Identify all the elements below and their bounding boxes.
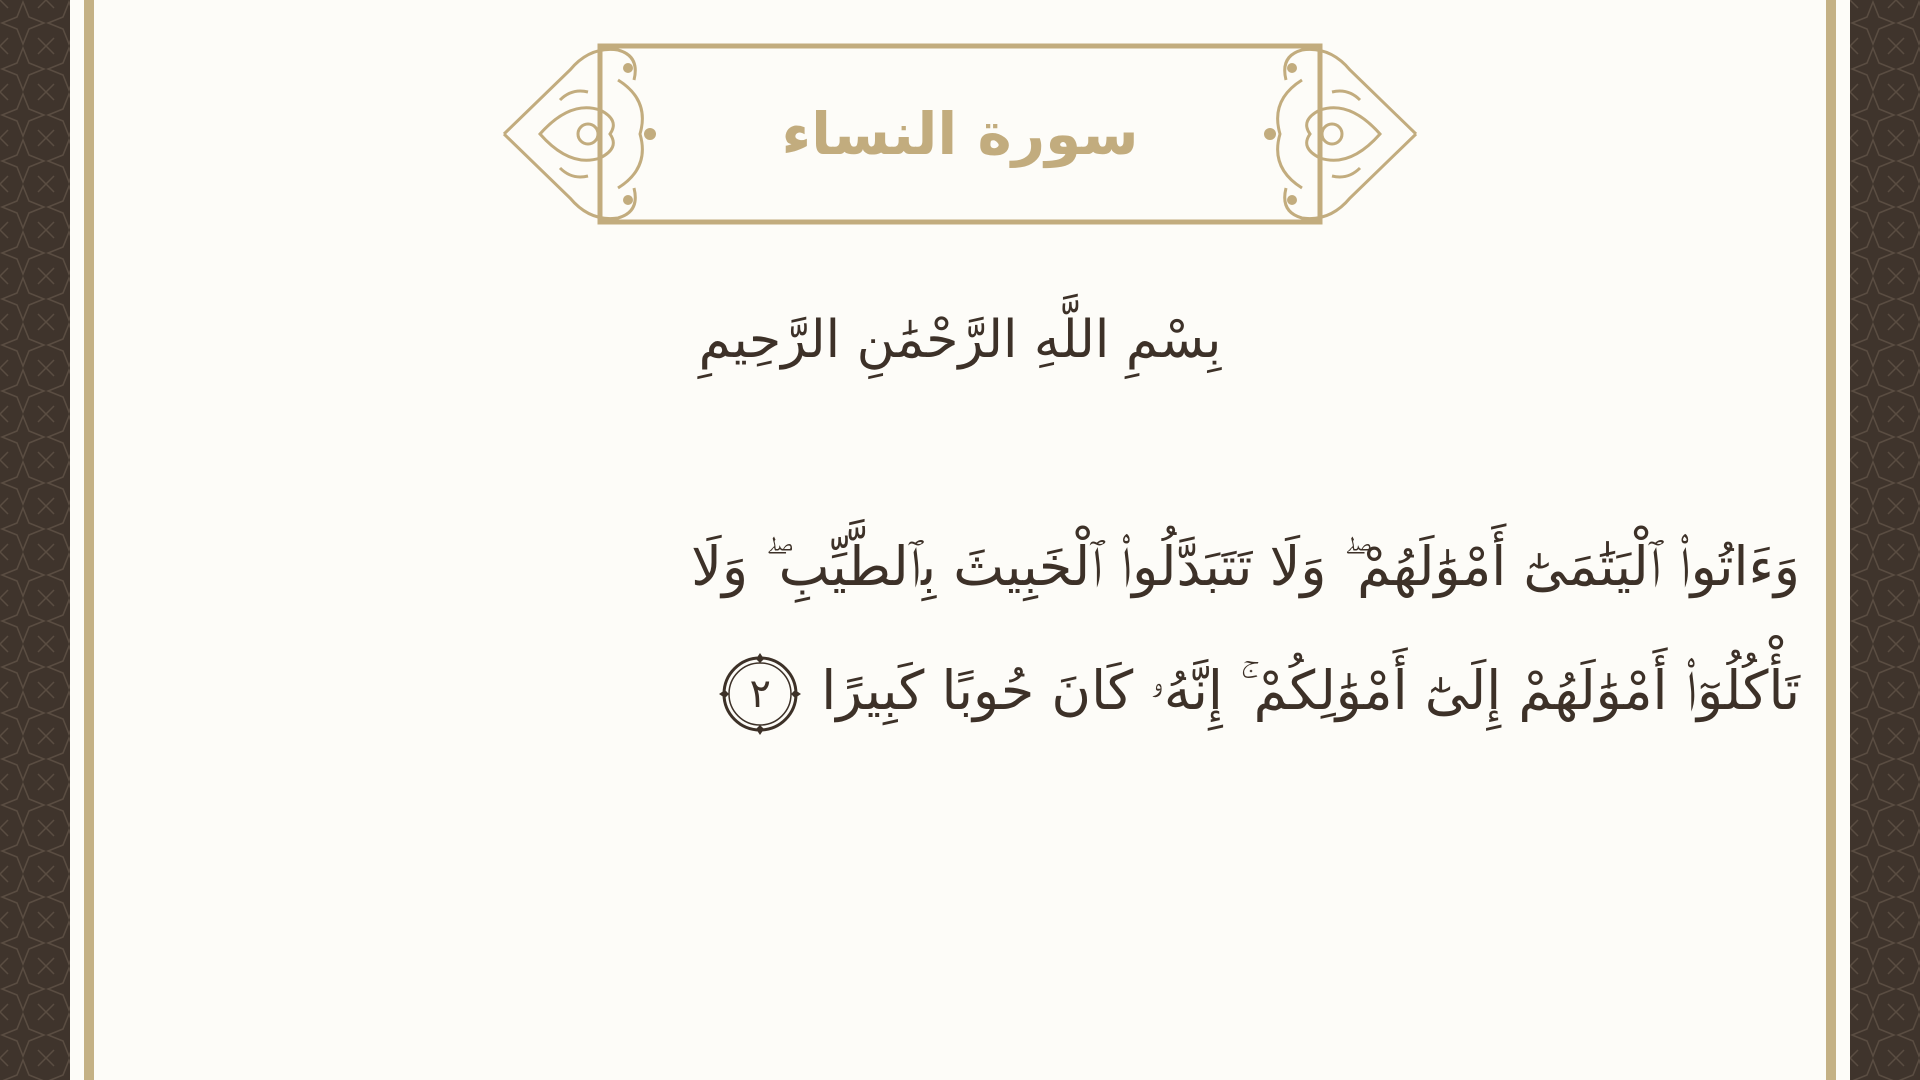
ayah-end-marker bbox=[717, 651, 803, 737]
ayah-number: ٢ bbox=[749, 671, 771, 718]
geometric-pattern-icon bbox=[0, 0, 70, 1080]
geometric-pattern-icon bbox=[1850, 0, 1920, 1080]
verse-line-2-text: تَأْكُلُوٓا۟ أَمْوَٰلَهُمْ إِلَىٰٓ أَمْوَٰلِكُمْ ۚ إِنَّهُۥ كَانَ حُوبًا كَبِيرًا bbox=[821, 659, 1800, 722]
right-gold-rule bbox=[1826, 0, 1836, 1080]
surah-header-frame bbox=[500, 40, 1420, 230]
surah-title: سورة النساء bbox=[781, 100, 1139, 168]
right-pattern-border bbox=[1850, 0, 1920, 1080]
verse-text bbox=[440, 505, 1800, 753]
left-gold-rule bbox=[84, 0, 94, 1080]
verse-line-2 bbox=[440, 629, 1800, 753]
basmala: بِسْمِ اللَّهِ الرَّحْمَٰنِ الرَّحِيمِ bbox=[698, 310, 1222, 370]
verse-line-1: وَءَاتُوا۟ ٱلْيَتَٰمَىٰٓ أَمْوَٰلَهُمْ ۖ وَلَا تَتَبَدَّلُوا۟ ٱلْخَبِيثَ بِٱلطَّيِّبِ ۖ وَلَا bbox=[691, 535, 1800, 598]
left-pattern-border bbox=[0, 0, 70, 1080]
